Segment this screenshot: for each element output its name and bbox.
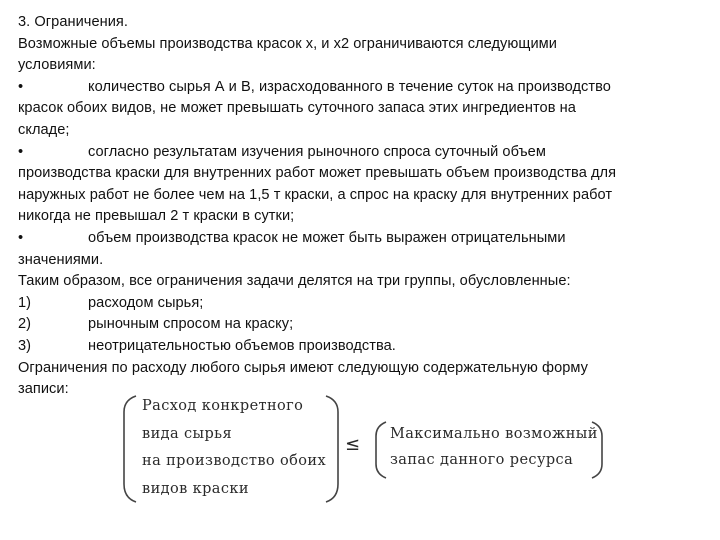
section-heading: 3. Ограничения. <box>18 14 128 30</box>
formula-left-line: Расход конкретного <box>142 398 304 414</box>
summary-line: Таким образом, все ограничения задачи делятся на три группы, обусловленные: <box>18 273 571 290</box>
numbered-item <box>18 293 718 315</box>
right-paren-open-icon <box>376 422 386 478</box>
left-paren-close-icon <box>326 396 338 502</box>
constraint-formula <box>118 392 618 506</box>
numbered-item <box>18 336 718 358</box>
paragraph-line: складе; <box>18 121 70 138</box>
bullet-icon: • <box>18 78 24 95</box>
paragraph-line: условиями: <box>18 57 96 74</box>
document-text <box>18 12 718 401</box>
bullet-item <box>18 228 718 250</box>
paragraph-line: Возможные объемы производства красок x, и x2 ограничиваются следующими <box>18 35 557 52</box>
item-number: 3) <box>18 337 32 354</box>
bullet-icon: • <box>18 229 24 246</box>
paragraph-line: Ограничения по расходу любого сырья имеют следующую содержательную форму <box>18 359 588 376</box>
paragraph-line: производства краски для внутренних работ может превышать объем производства для <box>18 165 617 182</box>
paragraph-line: записи: <box>18 381 69 398</box>
item-number: 2) <box>18 316 32 333</box>
numbered-item <box>18 314 718 336</box>
bullet-item <box>18 142 718 164</box>
item-number: 1) <box>18 294 32 311</box>
less-or-equal-sign: ≤ <box>345 434 361 455</box>
paragraph-line: никогда не превышал 2 т краски в сутки; <box>18 208 295 225</box>
formula-left-line: на производство обоих <box>142 453 327 469</box>
formula-left-line: видов краски <box>142 481 249 497</box>
item-text: расходом сырья; <box>88 294 204 311</box>
paragraph-line: красок обоих видов, не может превышать суточного запаса этих ингредиентов на <box>18 100 576 117</box>
bullet-text: количество сырья А и В, израсходованного в течение суток на производство <box>88 78 611 95</box>
bullet-text: объем производства красок не может быть выражен отрицательными <box>88 229 566 246</box>
formula-right-line: запас данного ресурса <box>390 452 574 468</box>
formula-left-line: вида сырья <box>142 426 232 442</box>
left-paren-open-icon <box>124 396 136 502</box>
bullet-item <box>18 77 718 99</box>
item-text: рыночным спросом на краску; <box>88 316 294 333</box>
paragraph-line: значениями. <box>18 251 104 268</box>
item-text: неотрицательностью объемов производства. <box>88 337 396 354</box>
bullet-icon: • <box>18 143 24 160</box>
paragraph-line: наружных работ не более чем на 1,5 т краски, а спрос на краску для внутренних работ <box>18 186 613 203</box>
bullet-text: согласно результатам изучения рыночного спроса суточный объем <box>88 143 546 160</box>
formula-right-line: Максимально возможный <box>390 426 598 442</box>
